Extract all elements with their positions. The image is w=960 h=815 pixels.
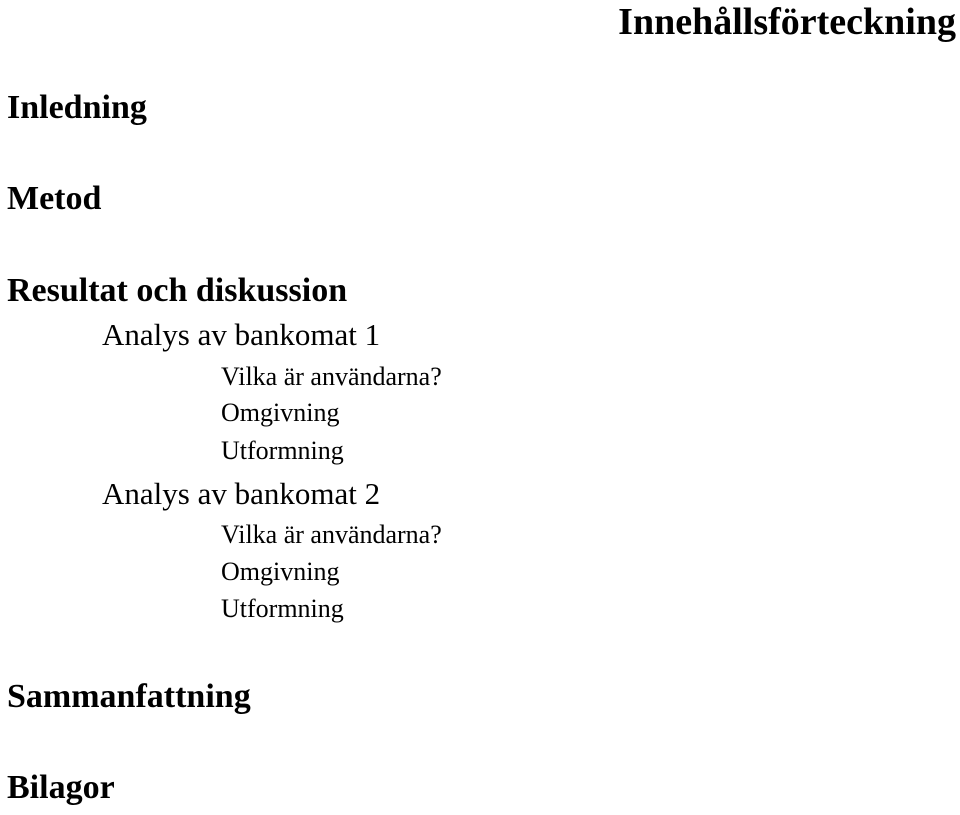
page-title: Innehållsförteckning <box>618 1 956 43</box>
toc-item-resultat-och-diskussion[interactable]: Resultat och diskussion <box>7 272 348 309</box>
toc-subsubitem-anvandarna-2[interactable]: Vilka är användarna? <box>221 520 442 549</box>
toc-item-bilagor[interactable]: Bilagor <box>7 769 115 806</box>
toc-subsubitem-utformning-2[interactable]: Utformning <box>221 594 344 623</box>
toc-subitem-analys-bankomat-1[interactable]: Analys av bankomat 1 <box>102 317 381 352</box>
toc-subsubitem-utformning-1[interactable]: Utformning <box>221 436 344 465</box>
toc-item-metod[interactable]: Metod <box>7 180 102 217</box>
toc-subsubitem-omgivning-1[interactable]: Omgivning <box>221 398 340 427</box>
toc-item-inledning[interactable]: Inledning <box>7 89 147 126</box>
toc-subsubitem-anvandarna-1[interactable]: Vilka är användarna? <box>221 362 442 391</box>
toc-item-sammanfattning[interactable]: Sammanfattning <box>7 678 251 715</box>
toc-subsubitem-omgivning-2[interactable]: Omgivning <box>221 557 340 586</box>
toc-subitem-analys-bankomat-2[interactable]: Analys av bankomat 2 <box>102 476 381 511</box>
